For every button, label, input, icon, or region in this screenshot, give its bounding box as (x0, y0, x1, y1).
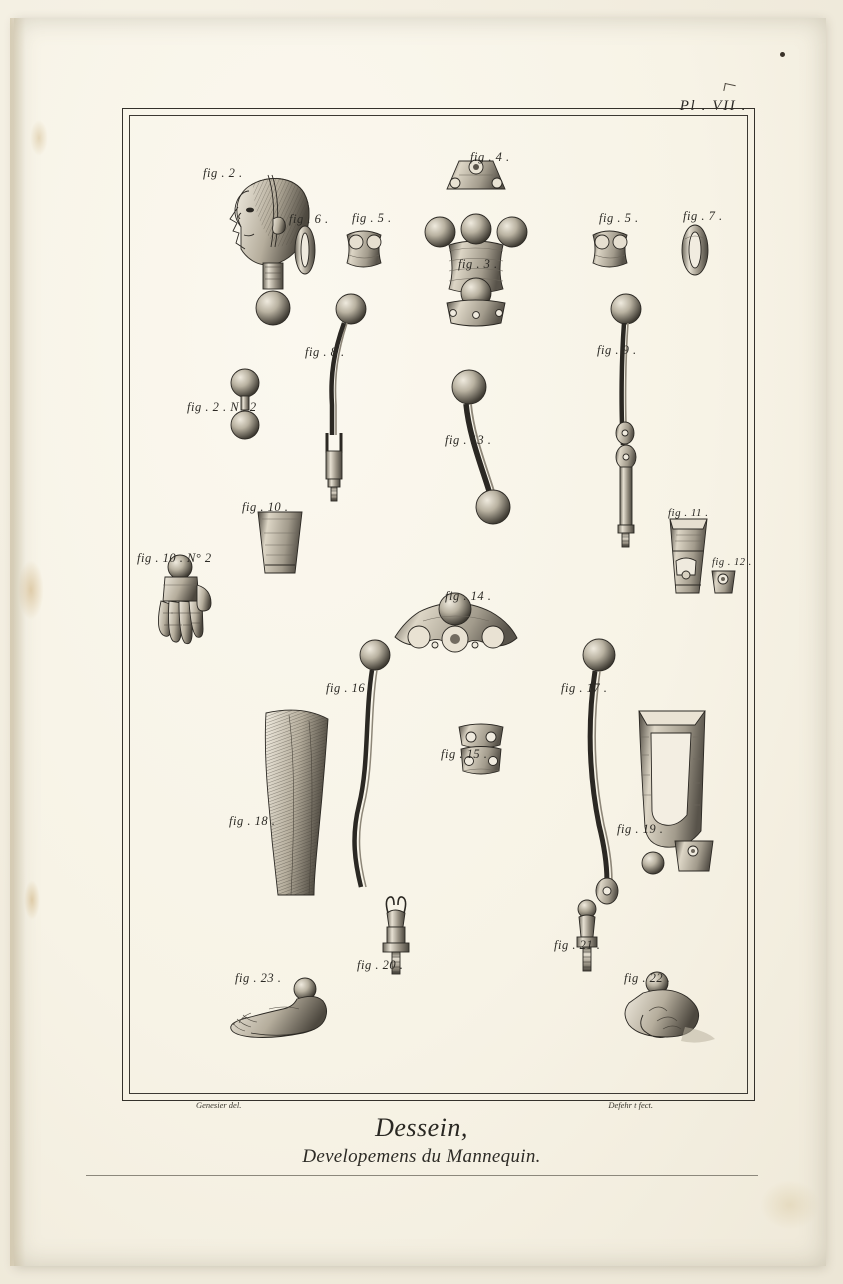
plate-subtitle: Developemens du Mannequin. (302, 1146, 541, 1167)
plate-number: Pl . VII . (679, 98, 747, 114)
figure-fig-12 (712, 571, 735, 593)
label-fig-10: fig . 10 . (242, 500, 289, 514)
figure-fig-5-right (593, 231, 627, 267)
figure-fig-6 (295, 226, 315, 274)
label-fig-17: fig . 17 . (561, 681, 608, 695)
label-fig-2: fig . 2 . (203, 166, 243, 180)
figure-fig-21 (577, 900, 597, 971)
plate-title: Dessein, (375, 1113, 468, 1142)
label-fig-8: fig . 8 . (305, 345, 345, 359)
figure-fig-16 (355, 640, 390, 887)
figure-fig-18 (265, 710, 328, 895)
label-fig-18: fig . 18 . (229, 814, 276, 828)
figure-fig-5-left (347, 231, 381, 267)
figure-fig-19 (639, 711, 713, 874)
figure-artwork (129, 115, 746, 1092)
figure-fig-17 (583, 639, 618, 904)
label-fig-14: fig . 14 . (445, 589, 492, 603)
figure-fig-8 (326, 294, 366, 501)
label-fig-3: fig . 3 . (458, 257, 498, 271)
engraver-signature: Defehr t fect. (608, 1100, 653, 1110)
label-fig-23: fig . 23 . (235, 971, 282, 985)
label-fig-4: fig . 4 . (470, 150, 510, 164)
figure-fig-11 (670, 519, 707, 593)
label-fig-11: fig . 11 . (668, 507, 709, 519)
ink-dot (780, 52, 785, 57)
label-fig-2-n2: fig . 2 . N . 2 (187, 400, 257, 414)
label-fig-9: fig . 9 . (597, 343, 637, 357)
label-fig-19: fig . 19 . (617, 822, 664, 836)
label-fig-5-left: fig . 5 . (352, 211, 392, 225)
label-fig-12: fig . 12 . (712, 557, 752, 568)
label-fig-20: fig . 20 . (357, 958, 404, 972)
deckle-edge (10, 18, 32, 1266)
label-fig-6: fig . 6 . (289, 212, 329, 226)
label-fig-13: fig . 13 . (445, 433, 492, 447)
label-fig-10-n2: fig . 10 . N° 2 (137, 551, 212, 565)
figure-fig-9 (611, 294, 641, 547)
figure-fig-10 (258, 512, 302, 573)
label-fig-22: fig . 22 . (624, 971, 671, 985)
figure-fig-7 (682, 225, 708, 275)
figure-fig-23 (231, 978, 327, 1038)
label-fig-16: fig . 16 . (326, 681, 373, 695)
label-fig-7: fig . 7 . (683, 209, 723, 223)
label-fig-15: fig . 15 . (441, 747, 488, 761)
artist-signature: Genesier del. (196, 1100, 242, 1110)
sheet-fold-line (86, 1175, 758, 1176)
label-fig-21: fig . 21 . (554, 938, 601, 952)
figure-fig-10-n2 (158, 555, 211, 644)
label-fig-5-right: fig . 5 . (599, 211, 639, 225)
